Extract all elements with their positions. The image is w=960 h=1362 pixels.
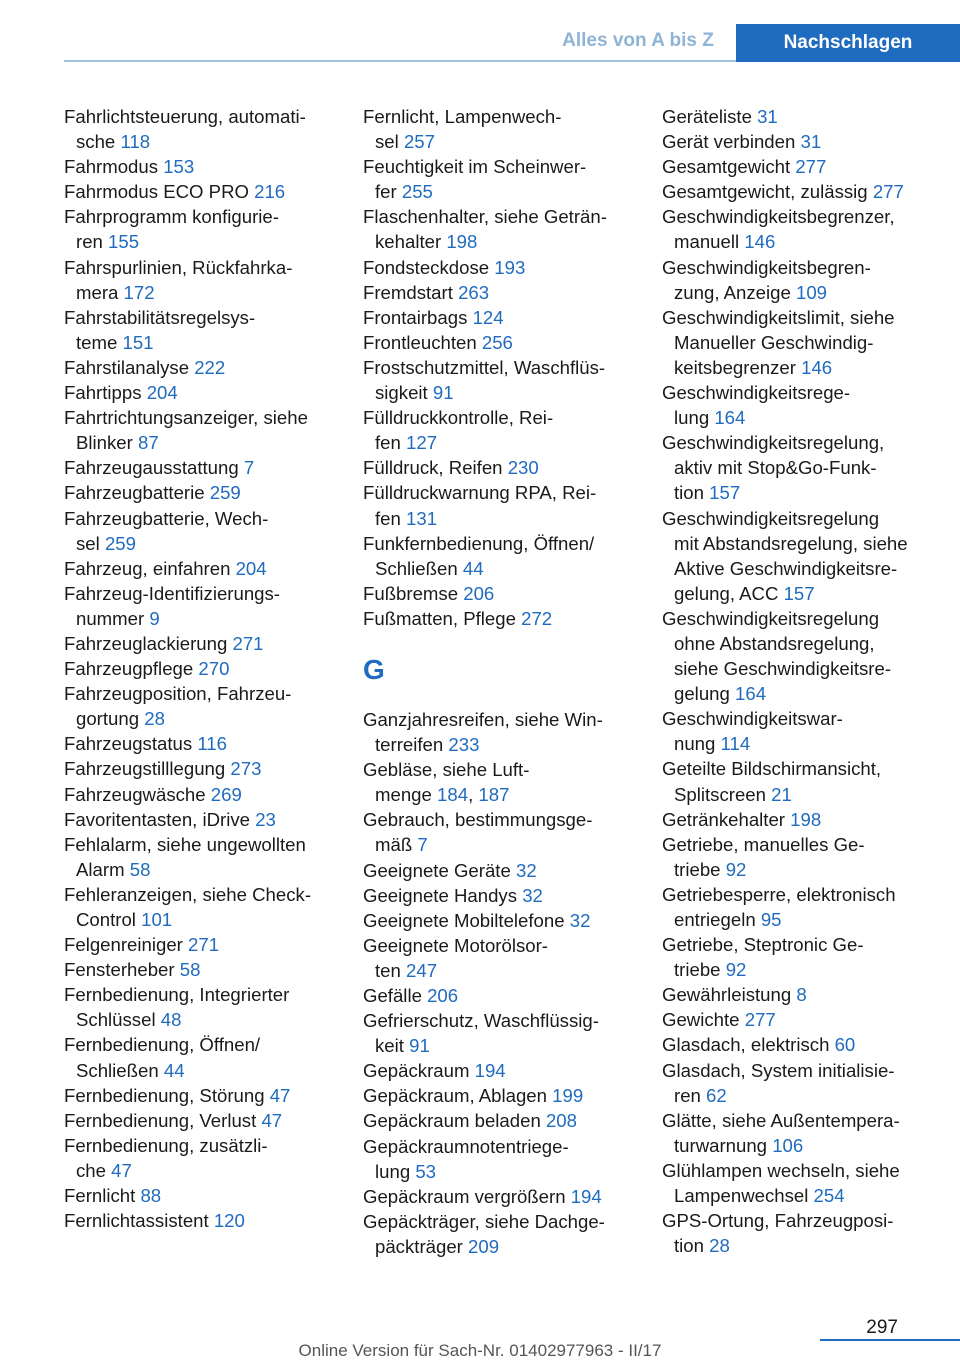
entry-term: Glätte, siehe Außentempera- turwarnung: [662, 1109, 900, 1156]
index-entry: [662, 1032, 954, 1057]
entry-term: Glasdach, System initialisie- ren: [662, 1059, 895, 1106]
index-entry: [64, 832, 354, 882]
index-entry: [64, 1133, 354, 1183]
page-link[interactable]: 247: [406, 959, 438, 981]
page-link[interactable]: 153: [163, 156, 195, 178]
index-entry: [363, 581, 653, 606]
entry-term: Fernbedienung, zusätzli- che: [64, 1134, 268, 1181]
index-entry: [662, 255, 954, 305]
index-entry: [363, 983, 653, 1008]
entry-term: Frontairbags: [363, 306, 473, 328]
entry-term: Fernbedienung, Öffnen/ Schließen: [64, 1034, 261, 1081]
entry-term: Gepäckträger, siehe Dachge- päckträger: [363, 1210, 605, 1257]
entry-term: Fahrzeugstatus: [64, 733, 198, 755]
page-link[interactable]: 9: [149, 607, 160, 629]
index-entry: [64, 204, 354, 254]
entry-term: Fußmatten, Pflege: [363, 607, 522, 629]
entry-term: Fernlicht: [64, 1185, 141, 1207]
entry-term: Geschwindigkeitslimit, siehe Manueller Geschwindig- keitsbegrenzer: [662, 306, 895, 378]
page-link[interactable]: 95: [760, 909, 782, 930]
page-link[interactable]: 44: [462, 557, 484, 579]
index-entry: [662, 506, 954, 606]
page-link[interactable]: 118: [120, 131, 151, 153]
entry-term: Gebrauch, bestimmungsge- mäß: [363, 809, 593, 856]
index-entry: [662, 832, 954, 882]
page-link[interactable]: 151: [122, 331, 154, 353]
entry-term: Geschwindigkeitsregelung, aktiv mit Stop&Go-Funk- tion: [662, 432, 885, 504]
entry-term: Frostschutzmittel, Waschflüs- sigkeit: [363, 356, 606, 404]
entry-term: Fahrzeugstilllegung: [64, 758, 231, 780]
page-link[interactable]: 259: [104, 532, 136, 554]
index-column-3: [662, 104, 954, 1258]
page-link[interactable]: 256: [481, 331, 513, 353]
entry-term: Fülldruckwarnung RPA, Rei- fen: [363, 482, 597, 529]
index-entry: [662, 430, 954, 505]
page-link[interactable]: 277: [744, 1009, 776, 1031]
index-entry: [662, 706, 954, 756]
entry-term: Getriebesperre, elektronisch entriegeln: [662, 883, 896, 930]
index-entry: [662, 204, 954, 254]
page-link[interactable]: 116: [197, 733, 227, 755]
index-entry: [363, 1184, 653, 1209]
index-entry: [363, 531, 653, 581]
entry-term: Fondsteckdose: [363, 256, 495, 278]
entry-term: Fahrzeug, einfahren: [64, 557, 236, 579]
page-link[interactable]: 28: [144, 708, 165, 730]
index-entry: [64, 982, 354, 1032]
index-entry: [662, 1158, 954, 1208]
page-link[interactable]: 92: [725, 959, 747, 981]
entry-term: Gefrierschutz, Waschflüssig- keit: [363, 1010, 599, 1057]
entry-term: Geschwindigkeitsregelung ohne Abstandsregelung, siehe Geschwindigkeitsre- gelung: [662, 607, 892, 705]
page-link[interactable]: 31: [800, 131, 822, 153]
page-link[interactable]: 157: [709, 482, 741, 504]
index-entry: [662, 756, 954, 806]
entry-term: Fahrlichtsteuerung, automati- sche: [64, 106, 306, 153]
page-link[interactable]: 259: [209, 482, 241, 504]
entry-term: Gerät verbinden: [662, 131, 801, 153]
page-link[interactable]: 208: [545, 1110, 577, 1132]
page-link[interactable]: 114: [720, 733, 751, 755]
index-entry: [363, 883, 653, 908]
page-link[interactable]: 230: [507, 457, 539, 479]
page-link[interactable]: 198: [790, 808, 822, 830]
page-link[interactable]: 88: [140, 1185, 162, 1207]
page-link[interactable]: 270: [198, 658, 230, 680]
page-link[interactable]: 101: [141, 909, 173, 930]
index-entry: [662, 305, 954, 380]
entry-term: Fahrmodus: [64, 156, 164, 178]
entry-term: Gebläse, siehe Luft- menge: [363, 759, 530, 806]
entry-term: Fehleranzeigen, siehe Check- Control: [64, 883, 312, 930]
page-link[interactable]: 47: [111, 1159, 132, 1181]
page-link[interactable]: 127: [406, 432, 438, 454]
index-entry: [363, 807, 653, 857]
index-entry: [64, 731, 354, 756]
entry-term: Fahrzeugausstattung: [64, 457, 244, 479]
entry-term: Fahrtipps: [64, 382, 147, 404]
index-entry: [662, 982, 954, 1007]
page-link[interactable]: 254: [813, 1185, 845, 1207]
entry-term: Geschwindigkeitsbegren- zung, Anzeige: [662, 256, 871, 303]
index-entry: [64, 656, 354, 681]
page-link[interactable]: 32: [522, 884, 543, 906]
page-link[interactable]: 28: [709, 1235, 730, 1257]
page-link[interactable]: 53: [415, 1160, 437, 1182]
entry-term: Fahrzeug-Identifizierungs- nummer: [64, 582, 280, 629]
index-entry: [363, 1209, 653, 1259]
page-link[interactable]: 146: [801, 356, 833, 378]
page-link[interactable]: 109: [796, 281, 828, 303]
index-entry: [64, 1208, 354, 1233]
index-entry: [64, 807, 354, 832]
entry-term: Geschwindigkeitsregelung mit Abstandsregelung, siehe Aktive Geschwindigkeitsre- gelung, ACC: [662, 507, 908, 604]
index-entry: [363, 204, 653, 254]
index-entry: [363, 606, 653, 631]
index-entry: [363, 355, 653, 405]
entry-term: Getränkehalter: [662, 808, 791, 830]
index-entry: [64, 355, 354, 380]
index-entry: [662, 1058, 954, 1108]
entry-term: Gepäckraumnotentriege- lung: [363, 1135, 569, 1182]
entry-term: Fülldruck, Reifen: [363, 457, 508, 479]
index-entry: [662, 1208, 954, 1258]
entry-term: Gefälle: [363, 985, 428, 1006]
page-link[interactable]: 146: [744, 231, 776, 253]
page-link[interactable]: 60: [834, 1034, 856, 1056]
page-link[interactable]: 62: [706, 1084, 727, 1106]
page-link[interactable]: 157: [783, 582, 815, 604]
index-entry: [64, 104, 354, 154]
page-link[interactable]: 204: [146, 382, 178, 404]
page-link[interactable]: 164: [735, 683, 767, 705]
index-entry: [64, 405, 354, 455]
page-link[interactable]: 164: [714, 407, 746, 429]
entry-term: Gepäckraum beladen: [363, 1110, 546, 1132]
index-entry: [363, 1058, 653, 1083]
page-link[interactable]: 124: [472, 306, 504, 328]
entry-term: Funkfernbedienung, Öffnen/ Schließen: [363, 532, 595, 579]
index-entry: [662, 932, 954, 982]
index-entry: [363, 455, 653, 480]
entry-term: Gepäckraum, Ablagen: [363, 1085, 553, 1107]
entry-term: Geräteliste: [662, 106, 758, 127]
page-link[interactable]: 204: [235, 557, 267, 579]
entry-term: Fahrzeugposition, Fahrzeu- gortung: [64, 683, 292, 730]
index-entry: [64, 380, 354, 405]
entry-term: Fahrtrichtungsanzeiger, siehe Blinker: [64, 407, 308, 454]
page-link[interactable]: 92: [725, 858, 747, 880]
page-link[interactable]: 87: [138, 432, 159, 454]
page-link[interactable]: 187: [478, 784, 510, 806]
entry-term: Gepäckraum: [363, 1060, 475, 1082]
entry-term: Gepäckraum vergrößern: [363, 1185, 571, 1207]
index-entry: [64, 882, 354, 932]
index-entry: [363, 1083, 653, 1108]
index-entry: [363, 305, 653, 330]
page-link[interactable]: 233: [448, 734, 480, 756]
entry-term: Gesamtgewicht: [662, 156, 796, 178]
index-entry: [64, 782, 354, 807]
entry-term: Fußbremse: [363, 582, 464, 604]
entry-term: Fremdstart: [363, 281, 459, 303]
entry-term: Frontleuchten: [363, 331, 482, 353]
index-entry: [363, 154, 653, 204]
index-entry: [64, 179, 354, 204]
entry-term: Fehlalarm, siehe ungewollten Alarm: [64, 833, 306, 880]
page-link[interactable]: 7: [417, 834, 428, 856]
entry-term: Gewichte: [662, 1009, 745, 1031]
index-entry: [363, 757, 653, 807]
index-entry: [363, 933, 653, 983]
index-entry: [363, 480, 653, 530]
section-title: Alles von A bis Z: [562, 30, 714, 51]
entry-term: Fernbedienung, Störung: [64, 1084, 270, 1106]
entry-term: Geschwindigkeitsrege- lung: [662, 382, 851, 429]
header-rule: [64, 60, 736, 62]
index-entry: [662, 882, 954, 932]
entry-term: Geeignete Handys: [363, 884, 523, 906]
entry-term: Geeignete Geräte: [363, 859, 516, 881]
page-link[interactable]: 7: [243, 457, 255, 479]
page-link[interactable]: 194: [570, 1185, 602, 1207]
page-link[interactable]: 32: [569, 909, 591, 931]
page-link[interactable]: 120: [213, 1210, 245, 1232]
page-link[interactable]: 106: [772, 1134, 804, 1156]
entry-term: Getriebe, Steptronic Ge- triebe: [662, 934, 864, 981]
page-link[interactable]: 263: [458, 281, 490, 303]
entry-term: Fahrspurlinien, Rückfahrka- mera: [64, 256, 293, 303]
index-entry: [64, 957, 354, 982]
entry-term: Glasdach, elektrisch: [662, 1034, 835, 1056]
entry-term: Fahrzeugbatterie: [64, 482, 210, 504]
index-entry: [363, 280, 653, 305]
entry-term: Gesamtgewicht, zulässig: [662, 181, 873, 203]
index-entry: [363, 1008, 653, 1058]
index-entry: [662, 1108, 954, 1158]
page-link[interactable]: 271: [188, 934, 220, 956]
entry-term: Felgenreiniger: [64, 934, 189, 956]
entry-term: Fahrprogramm konfigurie- ren: [64, 206, 279, 253]
index-entry: [64, 1108, 354, 1133]
entry-term: Gewährleistung: [662, 984, 797, 1006]
entry-term: Fahrstilanalyse: [64, 356, 195, 378]
entry-term: GPS-Ortung, Fahrzeugposi- tion: [662, 1210, 894, 1257]
page-header: [0, 0, 960, 62]
page-link[interactable]: 44: [163, 1059, 185, 1081]
page-link[interactable]: 8: [796, 984, 807, 1006]
page-link[interactable]: 257: [403, 131, 435, 153]
page-link[interactable]: 91: [409, 1035, 430, 1057]
page-link[interactable]: 32: [515, 859, 537, 881]
entry-term: Fahrzeugbatterie, Wech- sel: [64, 507, 269, 554]
index-entry: [64, 506, 354, 556]
index-entry: [662, 606, 954, 706]
page-link[interactable]: 209: [468, 1235, 500, 1257]
entry-term: Fensterheber: [64, 959, 180, 981]
entry-term: Geeignete Motorölsor- ten: [363, 934, 548, 981]
page-link[interactable]: 193: [494, 256, 526, 278]
entry-term: Fahrmodus ECO PRO: [64, 181, 255, 203]
index-entry: [64, 581, 354, 631]
entry-term: Glühlampen wechseln, siehe Lampenwechsel: [662, 1159, 900, 1207]
page-link[interactable]: 184: [437, 784, 469, 806]
entry-term: Fahrzeugwäsche: [64, 783, 211, 805]
index-letter-heading: G: [363, 653, 385, 685]
index-entry: [363, 104, 653, 154]
index-entry: [363, 707, 653, 757]
page-number: 297: [866, 1317, 898, 1338]
page-link[interactable]: 91: [432, 382, 454, 404]
page-link[interactable]: 23: [255, 808, 276, 830]
page-link[interactable]: 269: [210, 783, 242, 805]
index-entry: [64, 932, 354, 957]
index-entry: [64, 556, 354, 581]
index-entry: [662, 380, 954, 430]
index-entry: [64, 1083, 354, 1108]
page-link[interactable]: 172: [123, 281, 155, 303]
index-entry: [662, 154, 954, 179]
index-entry: [64, 1032, 354, 1082]
page-link[interactable]: 271: [232, 632, 264, 654]
index-entry: [64, 756, 354, 781]
index-entry: [64, 1183, 354, 1208]
index-entry: [662, 129, 954, 154]
page-separator: ,: [468, 784, 479, 806]
page-link[interactable]: 48: [160, 1009, 182, 1031]
page-link[interactable]: 47: [269, 1084, 291, 1106]
page-link[interactable]: 273: [230, 758, 262, 780]
footer-text: Online Version für Sach-Nr. 01402977963 - II/17: [298, 1341, 662, 1360]
page-link[interactable]: 199: [552, 1085, 584, 1107]
page-link[interactable]: 58: [129, 858, 151, 880]
page-link[interactable]: 58: [179, 959, 201, 981]
page-link[interactable]: 206: [427, 985, 459, 1006]
entry-term: Fülldruckkontrolle, Rei- fen: [363, 407, 554, 454]
page-link[interactable]: 222: [194, 356, 226, 378]
entry-term: Geteilte Bildschirmansicht, Splitscreen: [662, 758, 882, 805]
page-number-rule: [820, 1339, 960, 1341]
index-entry: [64, 305, 354, 355]
entry-term: Geeignete Mobiltelefone: [363, 909, 570, 931]
index-entry: [64, 255, 354, 305]
index-entry: [363, 908, 653, 933]
page-link[interactable]: 131: [406, 507, 438, 529]
entry-term: Fahrstabilitätsregelsys- teme: [64, 306, 256, 353]
entry-term: Ganzjahresreifen, siehe Win- terreifen: [363, 708, 603, 756]
entry-term: Fahrzeugpflege: [64, 658, 199, 680]
entry-term: Geschwindigkeitswar- nung: [662, 708, 843, 755]
page-link[interactable]: 216: [254, 181, 286, 203]
page-link[interactable]: 31: [757, 106, 778, 127]
entry-term: Flaschenhalter, siehe Geträn- kehalter: [363, 206, 607, 253]
index-entry: [662, 1007, 954, 1032]
index-entry: [363, 1108, 653, 1133]
index-entry: [64, 681, 354, 731]
chapter-tab[interactable]: Nachschlagen: [736, 24, 960, 62]
page-link[interactable]: 206: [463, 582, 495, 604]
index-entry: [363, 330, 653, 355]
entry-term: Favoritentasten, iDrive: [64, 808, 256, 830]
entry-term: Fernlichtassistent: [64, 1210, 214, 1232]
index-entry: [64, 480, 354, 505]
entry-term: Fahrzeuglackierung: [64, 632, 233, 654]
entry-term: Fernlicht, Lampenwech- sel: [363, 106, 562, 153]
entry-term: Feuchtigkeit im Scheinwer- fer: [363, 156, 587, 203]
page-link[interactable]: 21: [771, 783, 792, 805]
index-entry: [64, 154, 354, 179]
index-entry: [363, 405, 653, 455]
index-entry: [363, 858, 653, 883]
index-entry: [64, 455, 354, 480]
entry-term: Fernbedienung, Integrierter Schlüssel: [64, 984, 290, 1031]
entry-term: Geschwindigkeitsbegrenzer, manuell: [662, 206, 895, 253]
index-column-2: [363, 104, 653, 1259]
page-link[interactable]: 255: [401, 181, 433, 203]
page-link[interactable]: 47: [261, 1109, 283, 1131]
index-entry: [662, 179, 954, 204]
index-column-1: [64, 104, 354, 1233]
entry-term: Getriebe, manuelles Ge- triebe: [662, 833, 865, 880]
page-link[interactable]: 198: [446, 231, 478, 253]
page-link[interactable]: 277: [872, 181, 904, 203]
entry-term: Fernbedienung, Verlust: [64, 1109, 262, 1131]
index-entry: [662, 807, 954, 832]
page-link[interactable]: 194: [474, 1060, 506, 1082]
index-entry: [64, 631, 354, 656]
page-link[interactable]: 272: [521, 607, 553, 629]
page-link[interactable]: 277: [795, 156, 827, 178]
index-entry: [363, 1134, 653, 1184]
index-entry: [363, 255, 653, 280]
index-entry: [662, 104, 954, 129]
page-link[interactable]: 155: [108, 231, 140, 253]
